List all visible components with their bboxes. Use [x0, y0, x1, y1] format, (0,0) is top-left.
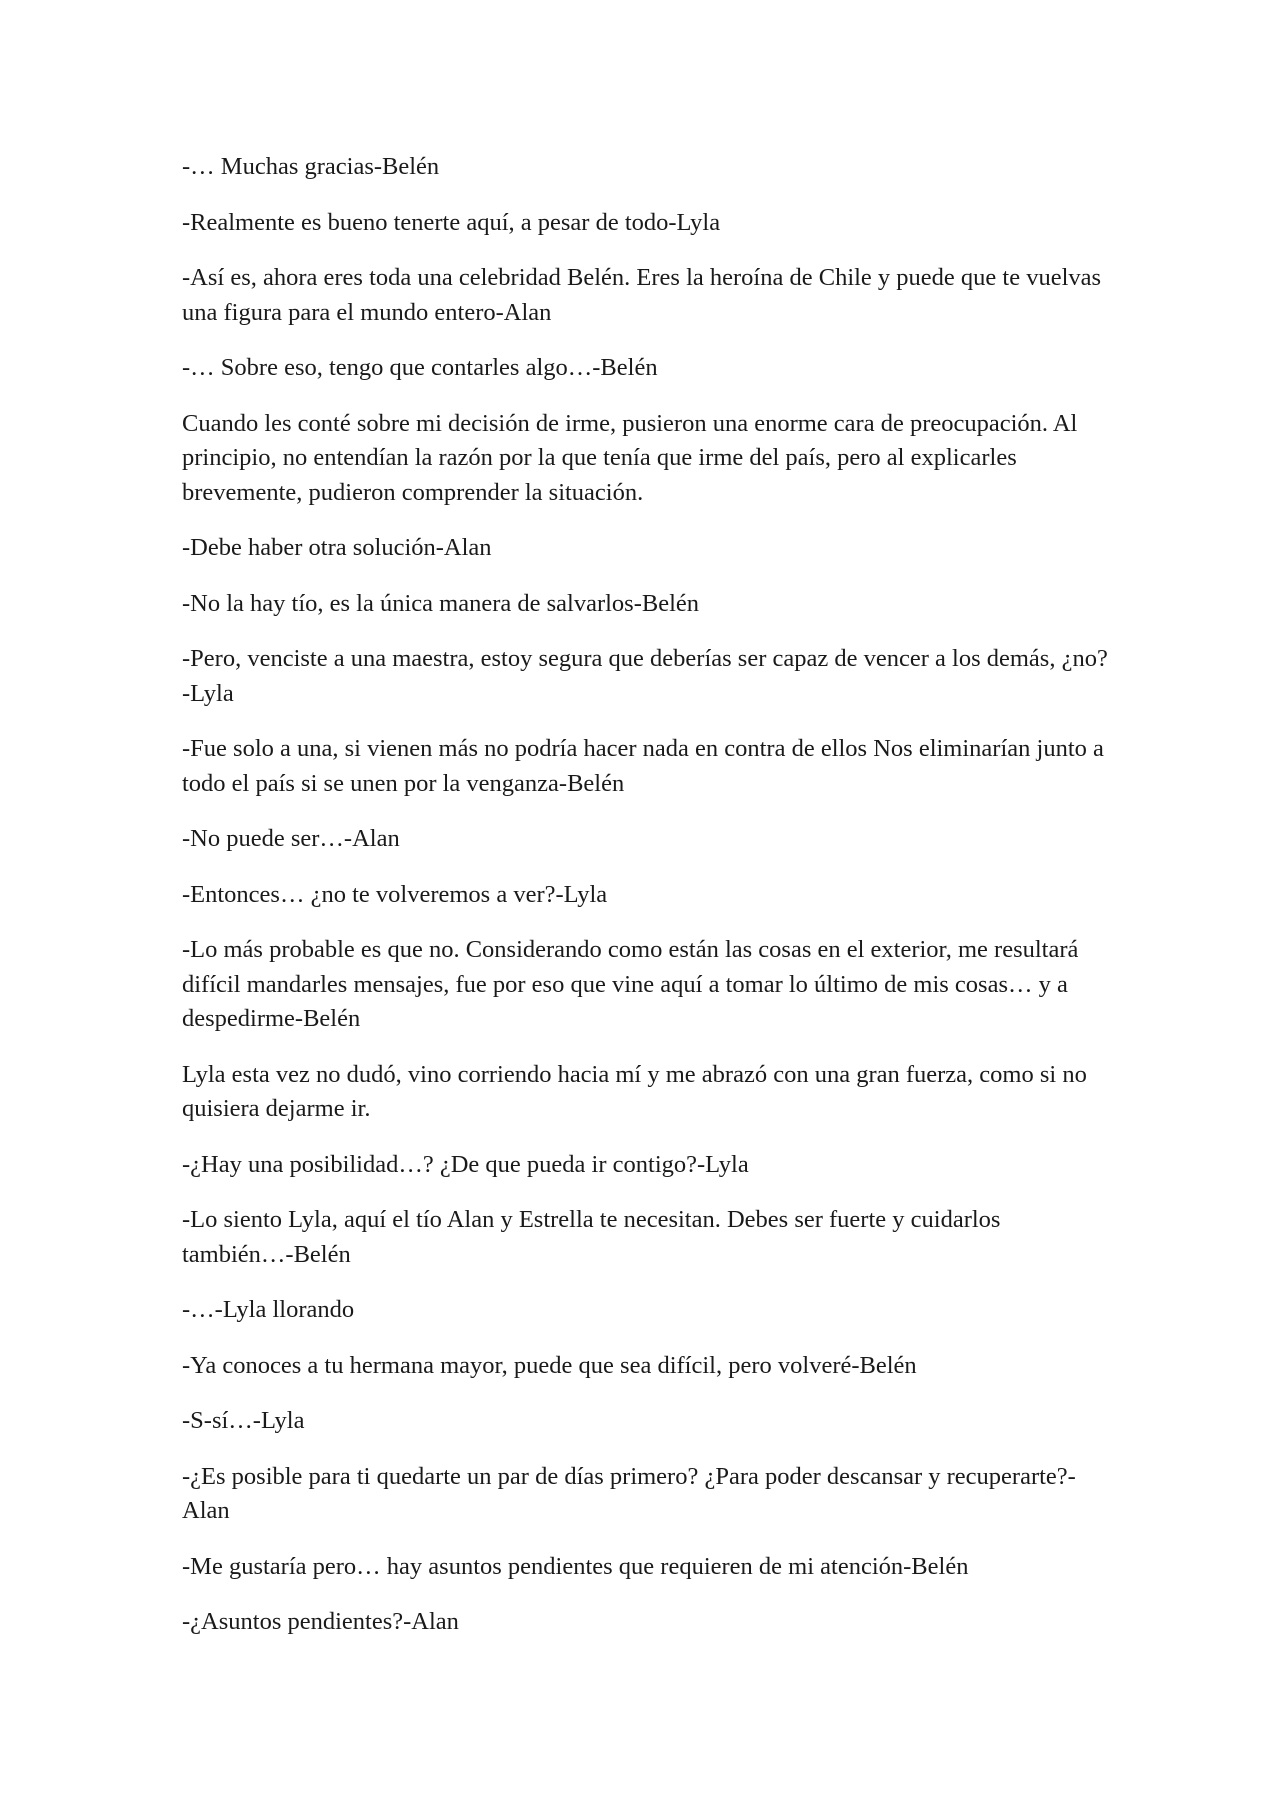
paragraph: -S-sí…-Lyla: [182, 1407, 305, 1434]
document-body: [182, 150, 1112, 1661]
paragraph: -¿Asuntos pendientes?-Alan: [182, 1608, 459, 1635]
paragraph: -Lo siento Lyla, aquí el tío Alan y Estrella te necesitan. Debes ser fuerte y cuidarlos también…-Belén: [182, 1206, 1001, 1268]
paragraph: -… Muchas gracias-Belén: [182, 153, 440, 180]
paragraph: -Ya conoces a tu hermana mayor, puede que sea difícil, pero volveré-Belén: [182, 1351, 917, 1379]
paragraph: -Pero, venciste a una maestra, estoy segura que deberías ser capaz de vencer a los demás, ¿no?-Lyla: [182, 645, 1108, 707]
paragraph: -¿Hay una posibilidad…? ¿De que pueda ir contigo?-Lyla: [182, 1150, 749, 1178]
paragraph: -No puede ser…-Alan: [182, 825, 400, 852]
paragraph: -¿Es posible para ti quedarte un par de días primero? ¿Para poder descansar y recuperarte?-Alan: [182, 1462, 1076, 1524]
paragraph: Cuando les conté sobre mi decisión de irme, pusieron una enorme cara de preocupación. Al principio, no entendían la razón por la que tenía que irme del país, pero al explicarles brevemente, pudieron comprender la situación.: [182, 409, 1078, 506]
paragraph: -… Sobre eso, tengo que contarles algo…-Belén: [182, 354, 658, 381]
paragraph: -Me gustaría pero… hay asuntos pendientes que requieren de mi atención-Belén: [182, 1552, 969, 1580]
paragraph: -No la hay tío, es la única manera de salvarlos-Belén: [182, 589, 700, 617]
paragraph: Lyla esta vez no dudó, vino corriendo hacia mí y me abrazó con una gran fuerza, como si no quisiera dejarme ir.: [182, 1060, 1087, 1122]
paragraph: -Realmente es bueno tenerte aquí, a pesar de todo-Lyla: [182, 208, 721, 236]
paragraph: -…-Lyla llorando: [182, 1296, 355, 1323]
paragraph: -Lo más probable es que no. Considerando como están las cosas en el exterior, me resultará difícil mandarles mensajes, fue por eso que vine aquí a tomar lo último de mis cosas… y a despedirme-Belén: [182, 936, 1079, 1032]
paragraph: -Debe haber otra solución-Alan: [182, 534, 492, 561]
paragraph: -Fue solo a una, si vienen más no podría hacer nada en contra de ellos Nos eliminarían junto a todo el país si se unen por la venganza-Belén: [182, 735, 1104, 797]
paragraph: -Entonces… ¿no te volveremos a ver?-Lyla: [182, 880, 608, 908]
paragraph: -Así es, ahora eres toda una celebridad Belén. Eres la heroína de Chile y puede que te vuelvas una figura para el mundo entero-Alan: [182, 264, 1102, 326]
